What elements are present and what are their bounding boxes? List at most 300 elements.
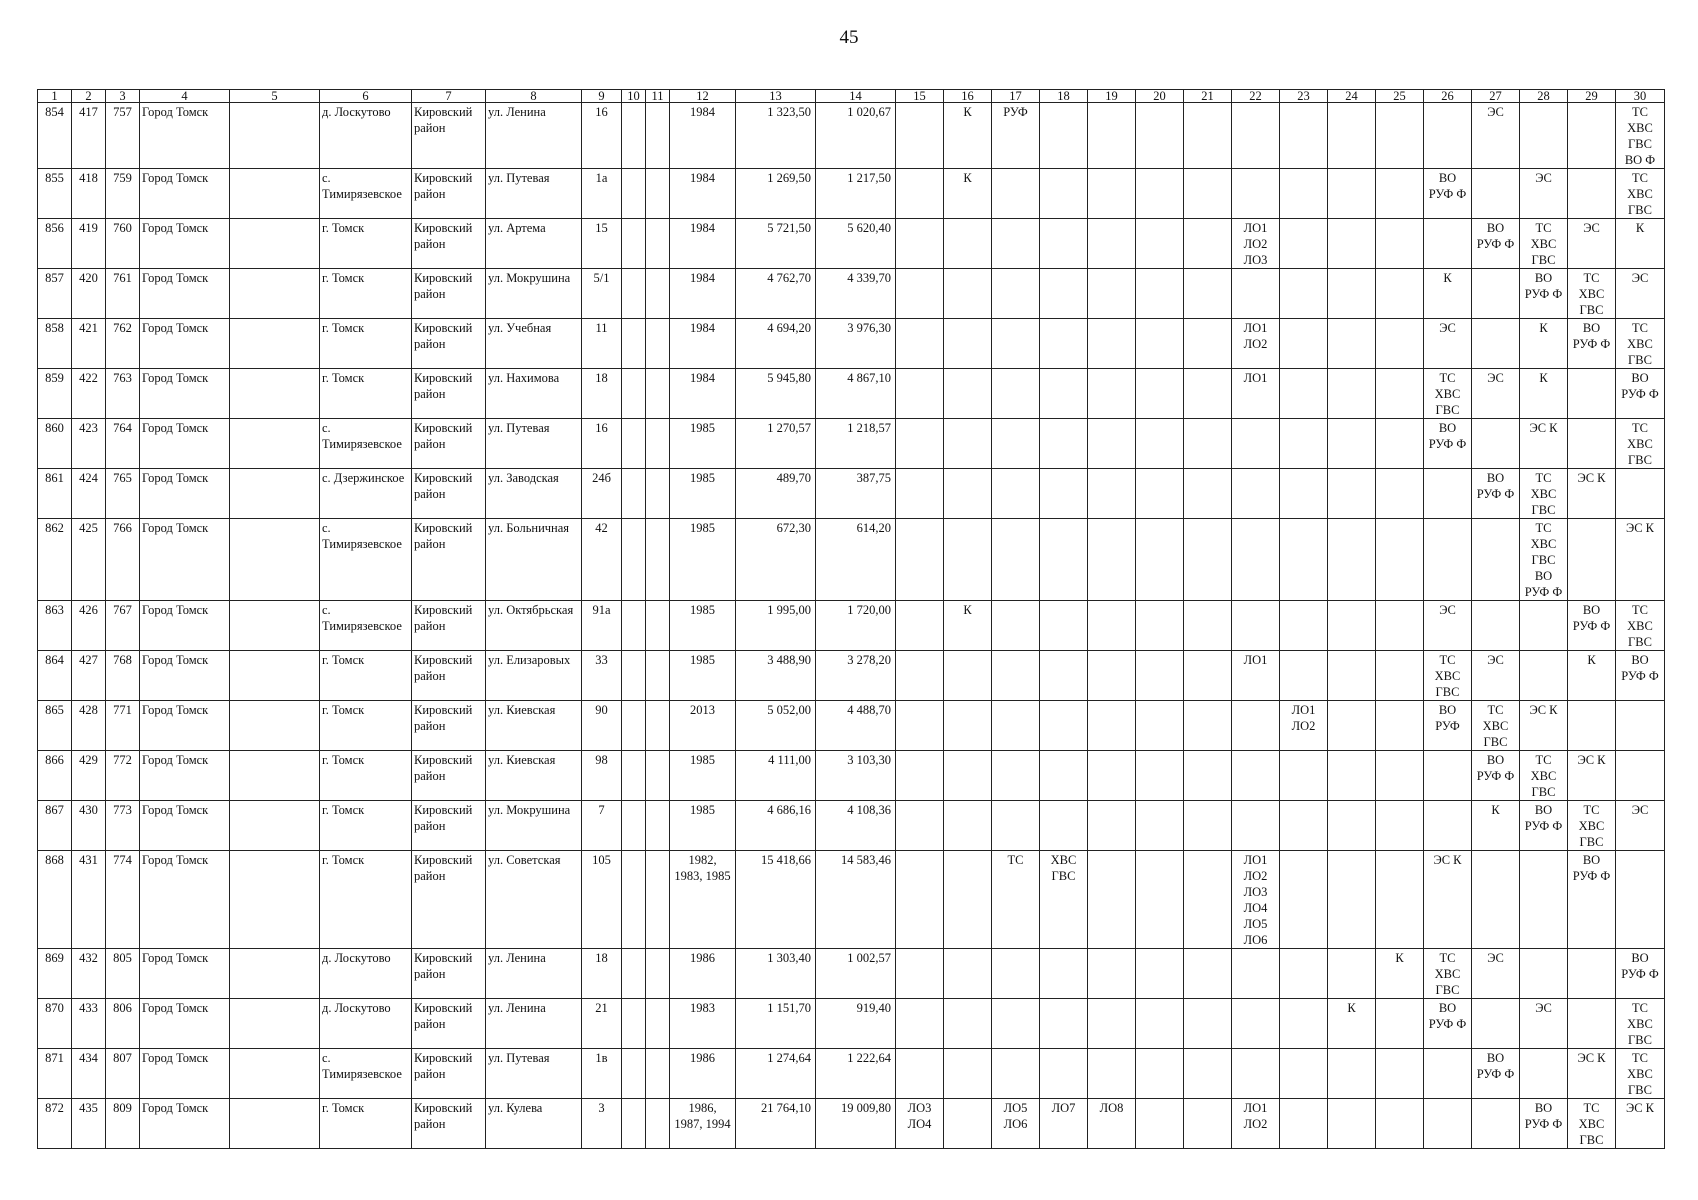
- table-cell: д. Лоскутово: [320, 103, 412, 169]
- table-cell: [1472, 1099, 1520, 1149]
- table-cell: ВО РУФ Ф: [1472, 469, 1520, 519]
- table-cell: 42: [582, 519, 622, 601]
- table-cell: 14 583,46: [816, 851, 896, 949]
- table-cell: [992, 949, 1040, 999]
- table-cell: с. Тимирязевское: [320, 419, 412, 469]
- table-cell: ул. Больничная: [486, 519, 582, 601]
- table-cell: [944, 651, 992, 701]
- table-cell: 869: [38, 949, 72, 999]
- column-number-header: 2: [72, 90, 106, 103]
- table-cell: [1520, 103, 1568, 169]
- table-cell: [230, 751, 320, 801]
- table-cell: ТС ХВС ГВС: [1616, 169, 1665, 219]
- table-cell: ЭС: [1568, 219, 1616, 269]
- table-cell: ЛО1: [1232, 369, 1280, 419]
- table-cell: [646, 601, 670, 651]
- table-cell: [1280, 219, 1328, 269]
- table-row: [38, 369, 1665, 419]
- column-number-header: 26: [1424, 90, 1472, 103]
- table-cell: Кировский район: [412, 601, 486, 651]
- table-cell: ТС ХВС ГВС: [1568, 1099, 1616, 1149]
- table-cell: [1040, 651, 1088, 701]
- table-cell: 1984: [670, 103, 736, 169]
- table-cell: [1568, 419, 1616, 469]
- table-cell: ТС ХВС ГВС: [1424, 949, 1472, 999]
- table-cell: Город Томск: [140, 801, 230, 851]
- table-cell: [1280, 1099, 1328, 1149]
- table-cell: г. Томск: [320, 801, 412, 851]
- table-cell: [622, 601, 646, 651]
- table-cell: [1376, 369, 1424, 419]
- column-number-header: 18: [1040, 90, 1088, 103]
- table-cell: 430: [72, 801, 106, 851]
- table-cell: [896, 949, 944, 999]
- table-cell: [1616, 701, 1665, 751]
- table-cell: 434: [72, 1049, 106, 1099]
- table-cell: [1568, 949, 1616, 999]
- table-cell: ТС ХВС ГВС: [1568, 269, 1616, 319]
- table-cell: 1985: [670, 801, 736, 851]
- table-row: [38, 469, 1665, 519]
- table-cell: [230, 651, 320, 701]
- table-cell: [896, 1049, 944, 1099]
- table-cell: [622, 519, 646, 601]
- table-cell: [1232, 999, 1280, 1049]
- table-cell: 2013: [670, 701, 736, 751]
- table-cell: [622, 751, 646, 801]
- table-cell: ТС ХВС ГВС: [1520, 469, 1568, 519]
- table-cell: [1040, 319, 1088, 369]
- table-cell: ВО РУФ Ф: [1616, 651, 1665, 701]
- column-number-header: 6: [320, 90, 412, 103]
- table-cell: 1985: [670, 519, 736, 601]
- table-cell: [1232, 701, 1280, 751]
- table-cell: [1376, 801, 1424, 851]
- table-cell: 866: [38, 751, 72, 801]
- table-cell: К: [1472, 801, 1520, 851]
- table-cell: [1136, 851, 1184, 949]
- table-cell: [992, 999, 1040, 1049]
- table-cell: [1184, 369, 1232, 419]
- table-cell: Кировский район: [412, 851, 486, 949]
- table-cell: [646, 851, 670, 949]
- table-cell: 1984: [670, 219, 736, 269]
- table-row: [38, 601, 1665, 651]
- table-cell: [944, 369, 992, 419]
- table-cell: ТС ХВС ГВС ВО РУФ Ф: [1520, 519, 1568, 601]
- table-cell: ТС ХВС ГВС: [1472, 701, 1520, 751]
- table-cell: ВО РУФ Ф: [1568, 851, 1616, 949]
- table-cell: 1 995,00: [736, 601, 816, 651]
- table-cell: Кировский район: [412, 949, 486, 999]
- table-cell: ул. Мокрушина: [486, 269, 582, 319]
- table-cell: [992, 469, 1040, 519]
- table-cell: [944, 519, 992, 601]
- table-cell: 3 278,20: [816, 651, 896, 701]
- table-cell: 420: [72, 269, 106, 319]
- table-cell: [1184, 601, 1232, 651]
- table-cell: ул. Учебная: [486, 319, 582, 369]
- table-cell: г. Томск: [320, 1099, 412, 1149]
- table-cell: 15: [582, 219, 622, 269]
- table-cell: 4 686,16: [736, 801, 816, 851]
- table-cell: ВО РУФ Ф: [1424, 169, 1472, 219]
- table-cell: 868: [38, 851, 72, 949]
- table-cell: ул. Ленина: [486, 103, 582, 169]
- table-cell: [1136, 1049, 1184, 1099]
- table-cell: 771: [106, 701, 140, 751]
- table-cell: [992, 169, 1040, 219]
- table-cell: [1136, 751, 1184, 801]
- table-cell: [992, 651, 1040, 701]
- table-cell: ЭС К: [1568, 1049, 1616, 1099]
- table-cell: [1280, 103, 1328, 169]
- table-cell: [1184, 999, 1232, 1049]
- table-cell: [896, 601, 944, 651]
- table-cell: [1472, 601, 1520, 651]
- table-cell: 4 694,20: [736, 319, 816, 369]
- table-cell: ТС ХВС ГВС: [1616, 319, 1665, 369]
- table-cell: 21 764,10: [736, 1099, 816, 1149]
- table-cell: [896, 519, 944, 601]
- table-cell: [1472, 999, 1520, 1049]
- table-cell: ЭС: [1424, 601, 1472, 651]
- table-cell: [1184, 701, 1232, 751]
- table-cell: [944, 419, 992, 469]
- table-cell: 807: [106, 1049, 140, 1099]
- table-cell: [1088, 801, 1136, 851]
- table-cell: К: [944, 169, 992, 219]
- table-cell: 419: [72, 219, 106, 269]
- table-cell: [230, 1049, 320, 1099]
- table-cell: [1136, 219, 1184, 269]
- table-cell: Кировский район: [412, 103, 486, 169]
- table-cell: [1088, 419, 1136, 469]
- table-cell: [622, 369, 646, 419]
- table-cell: 806: [106, 999, 140, 1049]
- table-cell: ЛО1: [1232, 651, 1280, 701]
- table-cell: Кировский район: [412, 319, 486, 369]
- table-cell: г. Томск: [320, 219, 412, 269]
- table-cell: [622, 419, 646, 469]
- table-cell: 764: [106, 419, 140, 469]
- table-cell: 871: [38, 1049, 72, 1099]
- table-cell: [1040, 1049, 1088, 1099]
- table-cell: 11: [582, 319, 622, 369]
- table-cell: ТС ХВС ГВС: [1520, 219, 1568, 269]
- table-cell: ЛО1 ЛО2: [1232, 319, 1280, 369]
- table-cell: 859: [38, 369, 72, 419]
- table-cell: [1280, 601, 1328, 651]
- table-cell: [1040, 949, 1088, 999]
- table-cell: 16: [582, 103, 622, 169]
- table-cell: ЭС: [1472, 651, 1520, 701]
- table-cell: [896, 751, 944, 801]
- column-number-header: 28: [1520, 90, 1568, 103]
- table-cell: 857: [38, 269, 72, 319]
- table-cell: [1232, 801, 1280, 851]
- table-cell: ВО РУФ Ф: [1520, 269, 1568, 319]
- table-cell: ЭС: [1616, 801, 1665, 851]
- table-cell: 855: [38, 169, 72, 219]
- column-number-header: 22: [1232, 90, 1280, 103]
- table-cell: ул. Киевская: [486, 751, 582, 801]
- table-cell: [1136, 1099, 1184, 1149]
- table-cell: К: [944, 103, 992, 169]
- table-row: [38, 1099, 1665, 1149]
- table-cell: 1985: [670, 601, 736, 651]
- table-cell: [1376, 601, 1424, 651]
- table-cell: 772: [106, 751, 140, 801]
- table-cell: 435: [72, 1099, 106, 1149]
- table-cell: [1328, 949, 1376, 999]
- table-cell: [646, 269, 670, 319]
- table-cell: [230, 601, 320, 651]
- table-cell: [1184, 801, 1232, 851]
- table-cell: [622, 851, 646, 949]
- table-cell: К: [1424, 269, 1472, 319]
- table-cell: 1985: [670, 419, 736, 469]
- column-number-header: 11: [646, 90, 670, 103]
- table-cell: [1136, 519, 1184, 601]
- column-number-header: 5: [230, 90, 320, 103]
- table-cell: [1376, 469, 1424, 519]
- table-cell: с. Тимирязевское: [320, 169, 412, 219]
- table-cell: 864: [38, 651, 72, 701]
- table-cell: ВО РУФ Ф: [1568, 319, 1616, 369]
- table-cell: [1376, 1049, 1424, 1099]
- table-cell: К: [944, 601, 992, 651]
- table-cell: ТС ХВС ГВС: [1616, 999, 1665, 1049]
- table-cell: [1184, 103, 1232, 169]
- table-cell: [896, 651, 944, 701]
- table-cell: [230, 851, 320, 949]
- table-cell: [1136, 651, 1184, 701]
- table-cell: 854: [38, 103, 72, 169]
- column-number-header: 10: [622, 90, 646, 103]
- table-cell: [1040, 801, 1088, 851]
- table-cell: Кировский район: [412, 1099, 486, 1149]
- table-cell: [992, 1049, 1040, 1099]
- table-cell: 767: [106, 601, 140, 651]
- table-cell: [1328, 851, 1376, 949]
- table-cell: [1568, 169, 1616, 219]
- table-cell: [1568, 999, 1616, 1049]
- table-cell: [1088, 1049, 1136, 1099]
- table-cell: К: [1616, 219, 1665, 269]
- table-cell: [896, 369, 944, 419]
- table-row: [38, 169, 1665, 219]
- table-cell: [1136, 949, 1184, 999]
- table-cell: [896, 219, 944, 269]
- table-cell: Город Томск: [140, 319, 230, 369]
- table-cell: [1088, 651, 1136, 701]
- column-number-header: 29: [1568, 90, 1616, 103]
- table-cell: [1328, 469, 1376, 519]
- table-row: [38, 701, 1665, 751]
- table-cell: 1 218,57: [816, 419, 896, 469]
- table-cell: К: [1376, 949, 1424, 999]
- table-cell: [1232, 419, 1280, 469]
- table-cell: [1040, 419, 1088, 469]
- table-cell: Город Томск: [140, 469, 230, 519]
- table-cell: г. Томск: [320, 751, 412, 801]
- table-cell: 429: [72, 751, 106, 801]
- table-cell: [896, 319, 944, 369]
- table-cell: [944, 949, 992, 999]
- table-cell: [1328, 369, 1376, 419]
- table-cell: [1088, 701, 1136, 751]
- table-cell: 4 867,10: [816, 369, 896, 419]
- table-cell: [1568, 103, 1616, 169]
- table-cell: 766: [106, 519, 140, 601]
- table-cell: 863: [38, 601, 72, 651]
- table-cell: г. Томск: [320, 851, 412, 949]
- table-cell: [646, 103, 670, 169]
- table-cell: ЭС К: [1616, 519, 1665, 601]
- table-cell: [1136, 269, 1184, 319]
- table-cell: [1232, 103, 1280, 169]
- table-cell: 1986: [670, 1049, 736, 1099]
- table-cell: ЭС: [1472, 103, 1520, 169]
- column-number-header: 12: [670, 90, 736, 103]
- table-row: [38, 999, 1665, 1049]
- table-cell: ул. Ленина: [486, 949, 582, 999]
- table-cell: [1280, 751, 1328, 801]
- table-cell: 1984: [670, 319, 736, 369]
- table-cell: [1616, 751, 1665, 801]
- table-cell: [646, 319, 670, 369]
- table-cell: [1328, 519, 1376, 601]
- table-cell: [992, 419, 1040, 469]
- table-cell: 865: [38, 701, 72, 751]
- table-cell: [622, 1099, 646, 1149]
- table-cell: [1568, 369, 1616, 419]
- table-cell: [1136, 801, 1184, 851]
- table-cell: [1136, 601, 1184, 651]
- table-cell: [1040, 701, 1088, 751]
- table-cell: [1376, 1099, 1424, 1149]
- table-cell: 1в: [582, 1049, 622, 1099]
- table-cell: [944, 319, 992, 369]
- column-number-header-row: [38, 90, 1665, 103]
- table-cell: ВО РУФ Ф: [1520, 801, 1568, 851]
- table-cell: [230, 219, 320, 269]
- column-number-header: 24: [1328, 90, 1376, 103]
- table-cell: с. Тимирязевское: [320, 519, 412, 601]
- table-cell: [944, 801, 992, 851]
- table-cell: [1184, 1049, 1232, 1099]
- column-number-header: 16: [944, 90, 992, 103]
- table-cell: [622, 949, 646, 999]
- table-cell: Город Томск: [140, 419, 230, 469]
- table-cell: [622, 651, 646, 701]
- table-cell: [1328, 601, 1376, 651]
- table-cell: [1520, 851, 1568, 949]
- table-cell: 1984: [670, 369, 736, 419]
- table-cell: [1040, 169, 1088, 219]
- table-cell: 3 976,30: [816, 319, 896, 369]
- table-cell: [1376, 519, 1424, 601]
- table-cell: ЭС: [1520, 169, 1568, 219]
- table-cell: 433: [72, 999, 106, 1049]
- table-cell: [1376, 751, 1424, 801]
- table-cell: [1376, 999, 1424, 1049]
- table-cell: [1088, 519, 1136, 601]
- table-cell: 417: [72, 103, 106, 169]
- table-cell: 16: [582, 419, 622, 469]
- table-cell: К: [1328, 999, 1376, 1049]
- table-cell: [992, 369, 1040, 419]
- table-cell: 4 339,70: [816, 269, 896, 319]
- table-cell: 21: [582, 999, 622, 1049]
- table-cell: [1040, 469, 1088, 519]
- table-cell: [1328, 319, 1376, 369]
- table-cell: [944, 1049, 992, 1099]
- table-cell: [1040, 369, 1088, 419]
- table-cell: ВО РУФ Ф: [1424, 419, 1472, 469]
- table-cell: [1232, 751, 1280, 801]
- table-cell: 614,20: [816, 519, 896, 601]
- table-cell: [1088, 469, 1136, 519]
- table-cell: [1328, 801, 1376, 851]
- table-cell: [1088, 851, 1136, 949]
- column-number-header: 8: [486, 90, 582, 103]
- table-cell: 762: [106, 319, 140, 369]
- table-cell: [1136, 701, 1184, 751]
- table-cell: [230, 949, 320, 999]
- table-cell: ул. Ленина: [486, 999, 582, 1049]
- table-cell: Город Томск: [140, 601, 230, 651]
- table-cell: 4 108,36: [816, 801, 896, 851]
- table-row: [38, 1049, 1665, 1099]
- table-cell: 3: [582, 1099, 622, 1149]
- table-cell: 3 103,30: [816, 751, 896, 801]
- table-cell: 105: [582, 851, 622, 949]
- table-cell: [1520, 1049, 1568, 1099]
- table-cell: 1 303,40: [736, 949, 816, 999]
- table-cell: [230, 369, 320, 419]
- table-cell: Кировский район: [412, 651, 486, 701]
- table-cell: д. Лоскутово: [320, 949, 412, 999]
- table-cell: [230, 169, 320, 219]
- table-cell: ЭС К: [1568, 469, 1616, 519]
- table-cell: [1280, 651, 1328, 701]
- table-cell: [646, 419, 670, 469]
- table-cell: [1376, 701, 1424, 751]
- table-cell: Город Томск: [140, 269, 230, 319]
- table-cell: [944, 701, 992, 751]
- table-cell: [992, 519, 1040, 601]
- table-cell: 426: [72, 601, 106, 651]
- table-cell: [896, 103, 944, 169]
- table-cell: [1520, 651, 1568, 701]
- table-cell: 861: [38, 469, 72, 519]
- table-cell: ул. Заводская: [486, 469, 582, 519]
- table-cell: [1616, 469, 1665, 519]
- table-cell: [646, 651, 670, 701]
- table-cell: Кировский район: [412, 701, 486, 751]
- table-cell: [1184, 419, 1232, 469]
- table-cell: [896, 701, 944, 751]
- column-number-header: 30: [1616, 90, 1665, 103]
- table-cell: [1280, 469, 1328, 519]
- table-cell: ЛО1 ЛО2 ЛО3 ЛО4 ЛО5 ЛО6: [1232, 851, 1280, 949]
- table-cell: [1088, 319, 1136, 369]
- table-row: [38, 949, 1665, 999]
- column-number-header: 23: [1280, 90, 1328, 103]
- table-cell: [1568, 701, 1616, 751]
